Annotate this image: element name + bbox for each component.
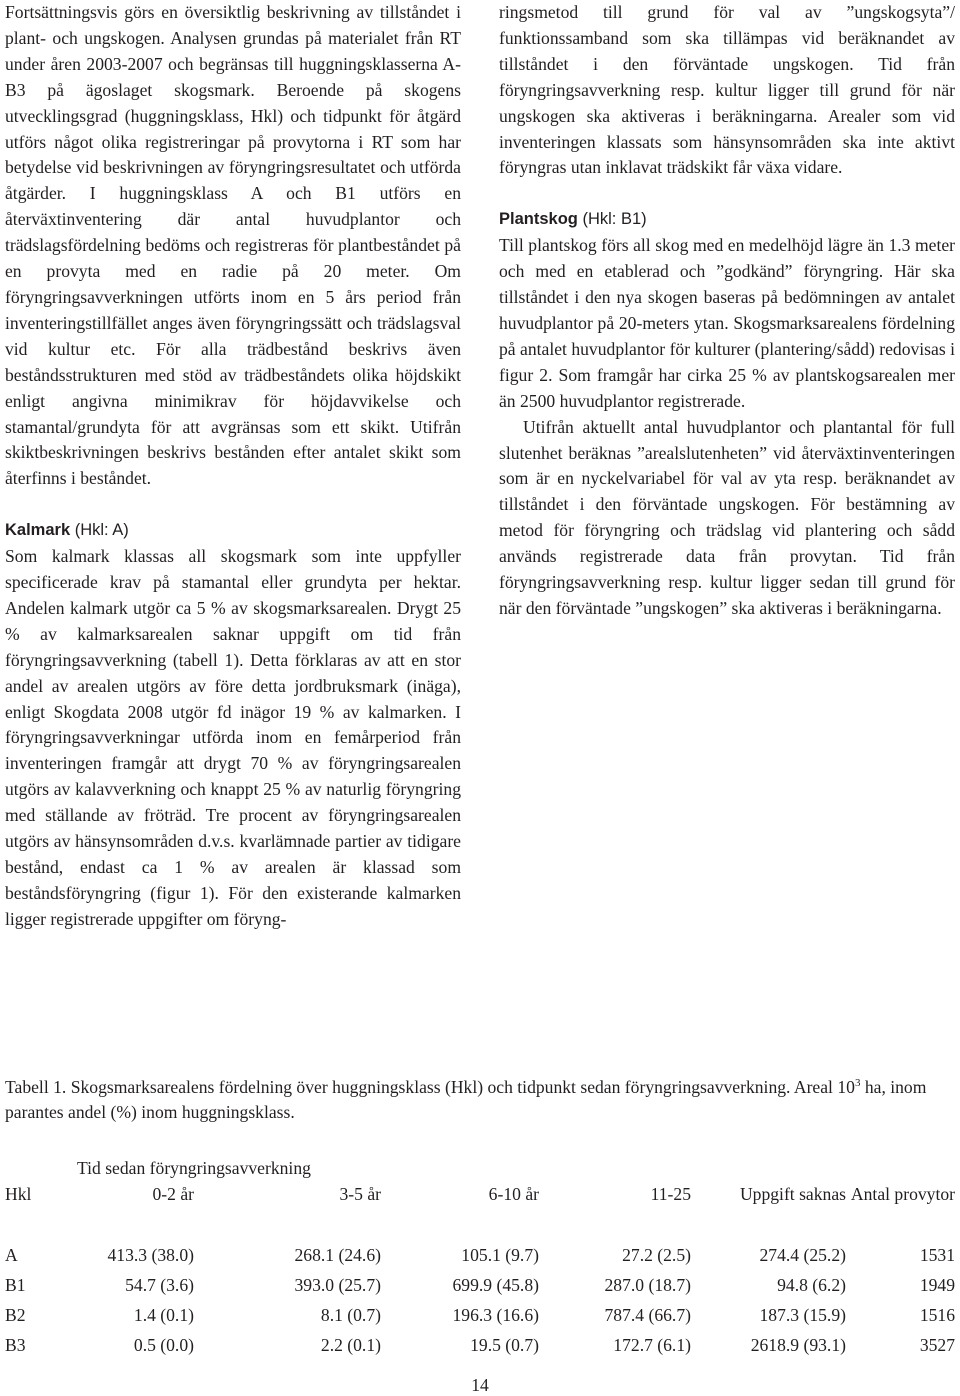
table-row xyxy=(5,1240,955,1270)
plantskog-paragraph: Till plantskog förs all skog med en medelhöjd lägre än 1.3 meter och med en etablerad och ”godkänd” föryngring. Här ska tillståndet i den nya skogen baseras på bedömningen av antalet huvudplantor på 20-meters ytan. Skogsmarksarealens fördelning på antalet huvudplantor för kulturer (plantering/sådd) redovisas i figur 2. Som framgår har cirka 25 % av plantskogsarealen mer än 2500 huvudplantor registrerade. xyxy=(499,235,955,411)
kalmark-paragraph: Som kalmark klassas all skogsmark som inte uppfyller specificerade krav på stamantal eller grundyta per hektar. Andelen kalmark utgör ca 5 % av skogsmarksarealen. Drygt 25 % av kalmarksarealen saknar uppgift om tid från föryngringsavverkning (tabell 1). Detta förklaras av att en stor andel av arealen utgörs av före detta jordbruksmark (inäga), enligt Skogdata 2008 utgör fd inägor 19 % av kalmarken. I föryngringsavverkningar utförda inom en femårperiod från inventeringen framgår att drygt 70 % av föryngringsarealen utgörs av kalavverkning och knappt 25 % av naturlig föryngring med ställande av fröträd. Tre procent av föryngringsarealen utgörs av hänsynsområden d.v.s. kvarlämnade partier av tidigare bestånd, endast ca 1 % av arealen är klassad som beståndsföryngring (figur 1). För den existerande kalmarken ligger registrerade uppgifter om föryng- xyxy=(5,546,461,929)
table-cell: 1531 xyxy=(919,1244,955,1265)
page-number: 14 xyxy=(471,1375,489,1395)
table-cell: 274.4 (25.2) xyxy=(759,1244,846,1265)
table-header-11-25: 11-25 xyxy=(650,1184,691,1204)
data-table xyxy=(5,1152,955,1360)
left-column xyxy=(5,0,461,933)
table-header-plots: Antal provytor xyxy=(850,1184,955,1204)
table-cell: A xyxy=(5,1244,18,1265)
table-cell: 3527 xyxy=(919,1334,955,1355)
table-cell: 94.8 (6.2) xyxy=(777,1274,846,1295)
table-cell: 287.0 (18.7) xyxy=(604,1274,691,1295)
heading-plantskog-rest: (Hkl: B1) xyxy=(577,210,647,229)
table-cell: 172.7 (6.1) xyxy=(613,1334,691,1355)
table-cell: 54.7 (3.6) xyxy=(125,1274,194,1295)
table-cell: 1516 xyxy=(919,1304,955,1325)
table-row xyxy=(5,1300,955,1330)
table-cell: 413.3 (38.0) xyxy=(107,1244,194,1265)
table-cell: 19.5 (0.7) xyxy=(470,1334,539,1355)
table-cell: 1.4 (0.1) xyxy=(133,1304,194,1325)
table-cell: 8.1 (0.7) xyxy=(320,1304,381,1325)
table-header-0-2: 0-2 år xyxy=(152,1184,194,1204)
table-header-6-10: 6-10 år xyxy=(488,1184,539,1204)
table-cell: 2.2 (0.1) xyxy=(320,1334,381,1355)
table-cell: B1 xyxy=(5,1274,26,1295)
caption-text-b: ha, inom parantes andel (%) inom huggningsklass. xyxy=(5,1077,927,1123)
table-cell: 2618.9 (93.1) xyxy=(750,1334,846,1355)
table-cell: 105.1 (9.7) xyxy=(461,1244,539,1265)
heading-kalmark-rest: (Hkl: A) xyxy=(70,521,129,540)
table-cell: B2 xyxy=(5,1304,26,1325)
table-cell: 27.2 (2.5) xyxy=(622,1244,691,1265)
table-cell: 196.3 (16.6) xyxy=(452,1304,539,1325)
table-cell: 1949 xyxy=(919,1274,955,1295)
plantskog-paragraph-2: Utifrån aktuellt antal huvudplantor och plantantal för full slutenhet beräknas ”arealslutenheten” vid återväxtinventeringen som är en nyckelvariabel för val av yta resp. beräknandet av tillståndet i den förväntade ungskogen. För bestämning av metod för föryngring och trädslag vid plantering och sådd används registrerade data från provytan. Tid från föryngringsavverkning resp. kultur ligger sedan till grund för när den förväntade ”ungskogen” ska aktiveras i beräkningarna. xyxy=(499,416,955,618)
heading-plantskog-bold: Plantskog xyxy=(499,210,578,229)
heading-plantskog xyxy=(499,207,955,233)
heading-kalmark-bold: Kalmark xyxy=(5,521,71,540)
table-cell: 393.0 (25.7) xyxy=(294,1274,381,1295)
heading-kalmark xyxy=(5,518,461,544)
caption-text-a: Tabell 1. Skogsmarksarealens fördelning över huggningsklass (Hkl) och tidpunkt sedan föryngringsavverkning. Areal 10 xyxy=(5,1077,855,1097)
table-caption xyxy=(5,1075,957,1126)
table-cell: 268.1 (24.6) xyxy=(294,1244,381,1265)
table-row xyxy=(5,1330,955,1360)
table-cell: B3 xyxy=(5,1334,26,1355)
right-column xyxy=(499,0,955,622)
table-group-header: Tid sedan föryngringsavverkning xyxy=(77,1157,311,1178)
table-row xyxy=(5,1270,955,1300)
table-header-hkl: Hkl xyxy=(5,1184,32,1204)
table-cell: 0.5 (0.0) xyxy=(133,1334,194,1355)
intro-paragraph: Fortsättningsvis görs en översiktlig beskrivning av tillståndet i plant- och ungskogen. Analysen grundas på materialet från RT under åren 2003-2007 och begränsas till huggningsklasserna A-B3 på ägoslaget skogsmark. Beroende på skogens utvecklingsgrad (huggningsklass, Hkl) och tidpunkt för åtgärd utförs något olika registreringar på provytorna i RT som har betydelse vid beskrivningen av föryngringsresultatet och utförda åtgärder. I huggningsklass A och B1 utförs en återväxtinventering där antal huvudplantor och trädslagsfördelning bedöms och registreras för plantbeståndet på en provyta med en radie på 20 meter. Om föryngringsavverkningen utförts inom en 5 års period från inventeringstillfället anges även föryngringssätt och trädslagsval vid kultur etc. För alla trädbestånd beskrivs även beståndsstrukturen med stöd av trädbeståndets olika höjdskikt enligt angivna minimikrav för höjdavvikelse och stamantal/grundyta för att avgränsas som ett skikt. Utifrån skiktbeskrivningen beskrivs bestånden efter antalet skikt som återfinns i beståndet. xyxy=(5,2,461,489)
continued-paragraph: ringsmetod till grund för val av ”ungskogsyta”/ funktionssamband som ska tillämpas vid beräknandet av tillståndet i den förväntade ungskogen. Tid från föryngringsavverkning resp. kultur ligger till grund för när ungskogen ska aktiveras i beräkningarna. Arealer som vid inventeringen klassats som hänsynsområden ska inte aktivt föryngras utan inklavat trädskikt får växa vidare. xyxy=(499,2,955,178)
table-header-3-5: 3-5 år xyxy=(339,1184,381,1204)
table-header-missing: Uppgift saknas xyxy=(739,1184,846,1204)
table-cell: 787.4 (66.7) xyxy=(604,1304,691,1325)
table-cell: 699.9 (45.8) xyxy=(452,1274,539,1295)
table-cell: 187.3 (15.9) xyxy=(759,1304,846,1325)
caption-superscript: 3 xyxy=(854,1077,861,1090)
